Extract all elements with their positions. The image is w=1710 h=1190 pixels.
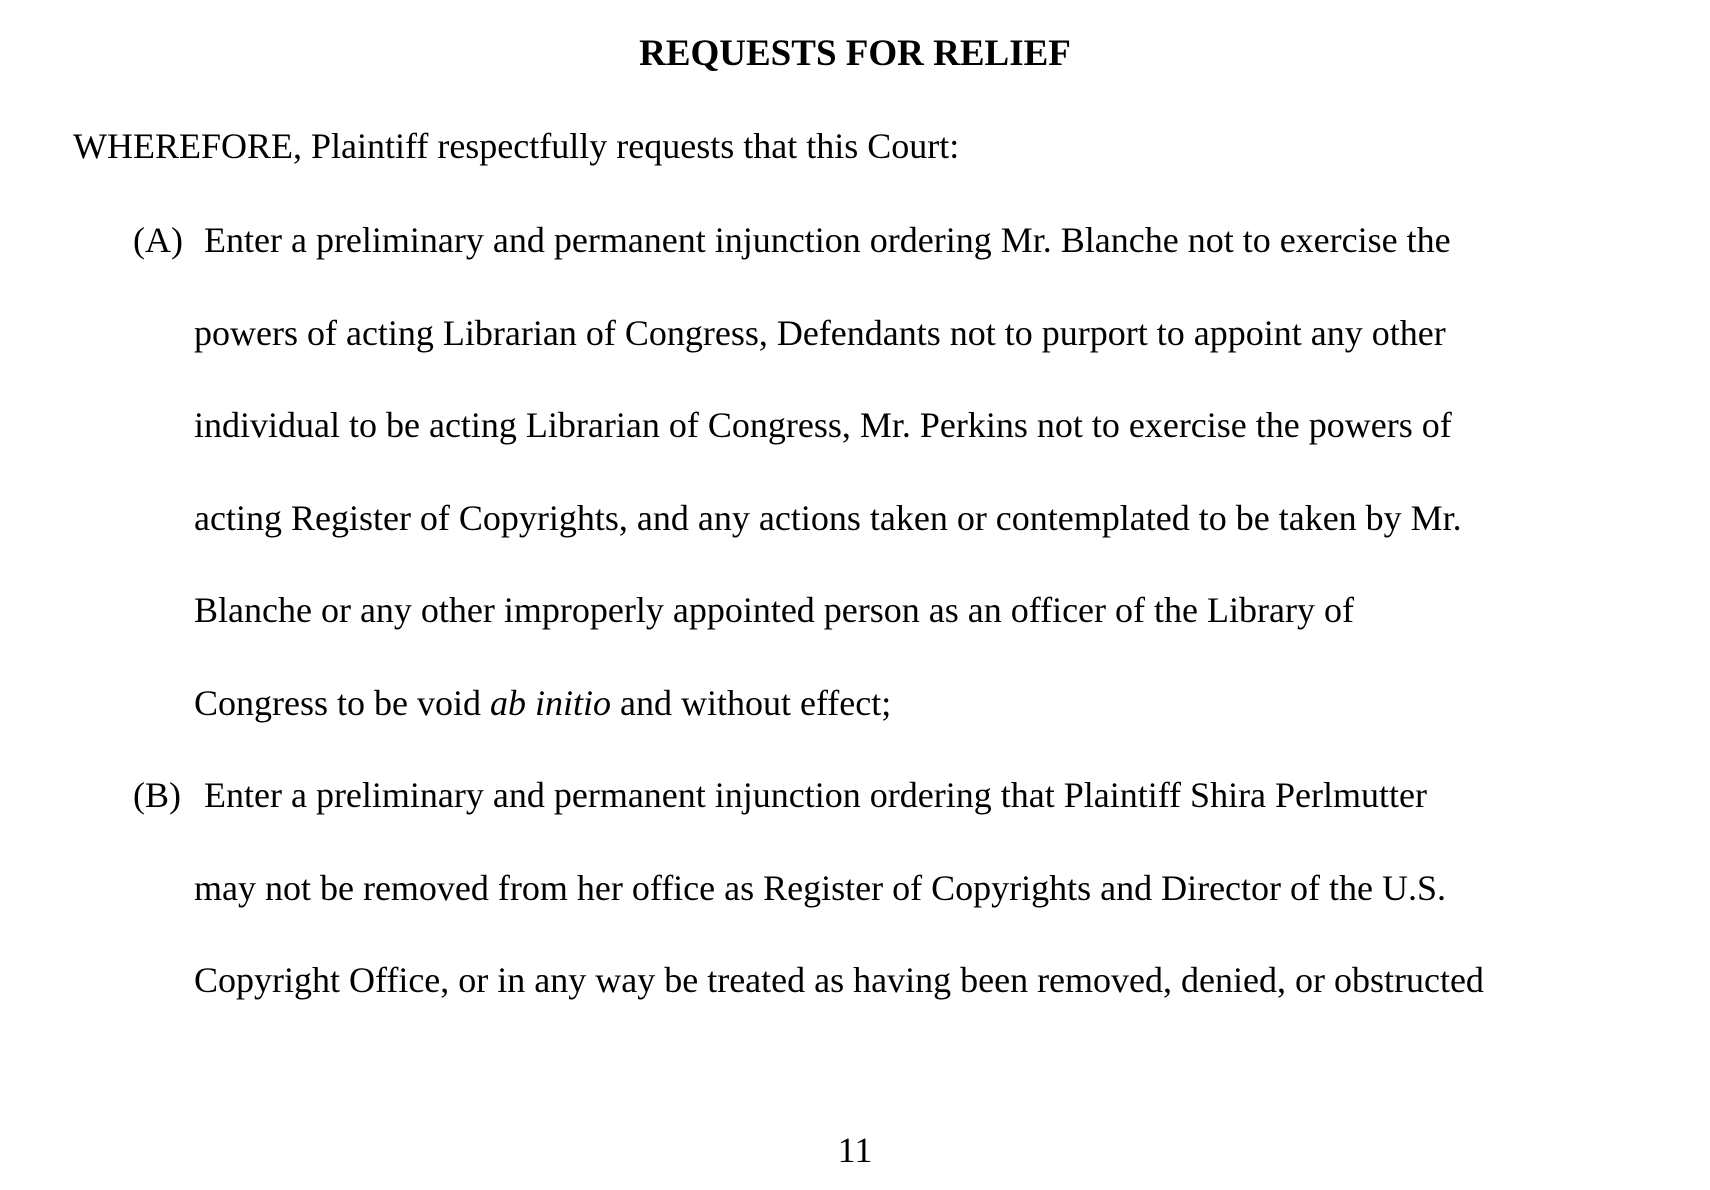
page-number: 11 <box>837 1130 873 1170</box>
request-b-line-1: Enter a preliminary and permanent injunction ordering that Plaintiff Shira Perlmutter <box>204 775 1427 815</box>
request-a-line-5: Blanche or any other improperly appointed person as an officer of the Library of <box>194 590 1354 630</box>
request-b-line-2: may not be removed from her office as Register of Copyrights and Director of the U.S. <box>194 868 1447 908</box>
section-heading: REQUESTS FOR RELIEF <box>639 33 1071 74</box>
request-a-line-4: acting Register of Copyrights, and any actions taken or contemplated to be taken by Mr. <box>194 498 1462 538</box>
request-b-line-3: Copyright Office, or in any way be treated as having been removed, denied, or obstructed <box>194 960 1484 1000</box>
intro-paragraph: WHEREFORE, Plaintiff respectfully requests that this Court: <box>73 126 960 166</box>
request-a-line-6-after: and without effect; <box>611 683 892 723</box>
request-a-line-3: individual to be acting Librarian of Congress, Mr. Perkins not to exercise the powers of <box>194 405 1452 445</box>
request-a-line-6 <box>194 679 891 727</box>
request-a-label: (A) <box>133 220 183 260</box>
request-a-line-1: Enter a preliminary and permanent injunction ordering Mr. Blanche not to exercise the <box>204 220 1451 260</box>
request-a-line-2: powers of acting Librarian of Congress, Defendants not to purport to appoint any other <box>194 313 1446 353</box>
request-a-line-6-before: Congress to be void <box>194 683 490 723</box>
request-b-label: (B) <box>133 775 181 815</box>
latin-phrase-ab-initio: ab initio <box>489 683 611 723</box>
